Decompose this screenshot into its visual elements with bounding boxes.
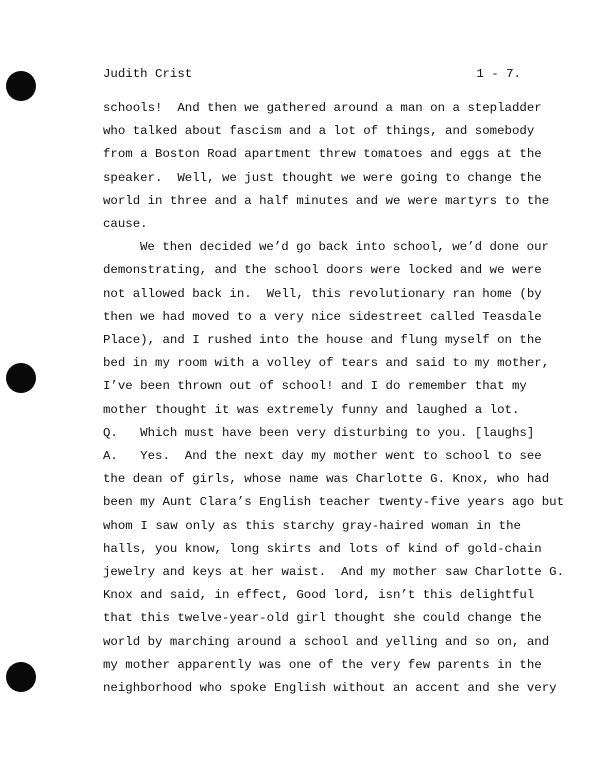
answer-line: A. Yes. And the next day my mother went to school to see <box>103 449 542 464</box>
text-line: cause. <box>103 217 148 232</box>
punch-hole-middle <box>6 363 36 393</box>
text-line: that this twelve-year-old girl thought she could change the <box>103 611 542 626</box>
text-line: from a Boston Road apartment threw tomatoes and eggs at the <box>103 147 542 162</box>
text-line: bed in my room with a volley of tears and said to my mother, <box>103 356 550 371</box>
text-line: mother thought it was extremely funny and laughed a lot. <box>103 402 520 417</box>
text-line: Knox and said, in effect, Good lord, isn’t this delightful <box>103 588 535 603</box>
paragraph-continuation <box>103 97 550 236</box>
interviewee-name: Judith Crist <box>103 67 193 81</box>
text-line: We then decided we’d go back into school, we’d done our <box>140 240 549 255</box>
text-line: Place), and I rushed into the house and flung myself on the <box>103 333 542 348</box>
text-line: speaker. Well, we just thought we were going to change the <box>103 170 542 185</box>
question <box>103 422 535 445</box>
transcript-body <box>103 97 565 700</box>
text-line: jewelry and keys at her waist. And my mother saw Charlotte G. <box>103 565 565 580</box>
text-line: neighborhood who spoke English without an accent and she very <box>103 681 557 696</box>
text-line: world by marching around a school and yelling and so on, and <box>103 634 550 649</box>
question-line: Q. Which must have been very disturbing to you. [laughs] <box>103 425 535 440</box>
text-line: demonstrating, and the school doors were locked and we were <box>103 263 542 278</box>
text-line: world in three and a half minutes and we were martyrs to the <box>103 193 550 208</box>
punch-hole-bottom <box>6 662 36 692</box>
text-line: schools! And then we gathered around a man on a stepladder <box>103 101 542 115</box>
text-line: who talked about fascism and a lot of things, and somebody <box>103 124 535 139</box>
paragraph-demonstration <box>103 236 550 422</box>
text-line: whom I saw only as this starchy gray-haired woman in the <box>103 518 521 533</box>
page-number: 1 - 7. <box>476 67 521 81</box>
punch-hole-top <box>6 71 36 101</box>
text-line: been my Aunt Clara’s English teacher twenty-five years ago but <box>103 495 565 510</box>
text-line: then we had moved to a very nice sidestreet called Teasdale <box>103 309 542 324</box>
text-line: halls, you know, long skirts and lots of kind of gold-chain <box>103 541 542 556</box>
text-line: my mother apparently was one of the very few parents in the <box>103 657 542 672</box>
text-line: the dean of girls, whose name was Charlotte G. Knox, who had <box>103 472 550 487</box>
answer <box>103 445 565 700</box>
text-line: not allowed back in. Well, this revolutionary ran home (by <box>103 286 542 301</box>
text-line: I’ve been thrown out of school! and I do remember that my <box>103 379 527 394</box>
